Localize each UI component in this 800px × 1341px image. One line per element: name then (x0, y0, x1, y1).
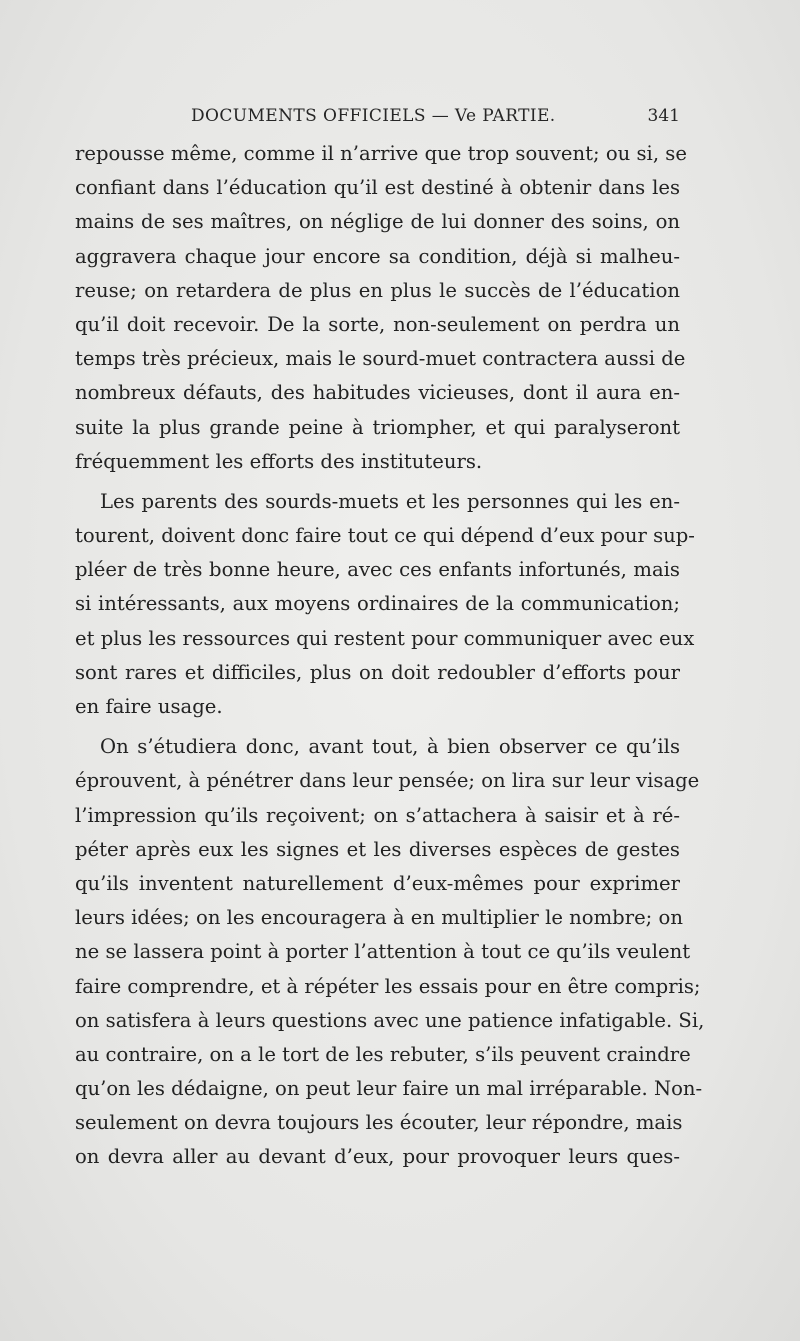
text-line: reuse; on retardera de plus en plus le succès de l’éducation (75, 278, 680, 302)
body-text (75, 137, 705, 1175)
running-head-title: DOCUMENTS OFFICIELS — Ve PARTIE. (191, 106, 556, 126)
text-line: suite la plus grande peine à triompher, et qui paralyseront (75, 415, 680, 439)
text-line: qu’ils inventent naturellement d’eux-mêmes pour exprimer (75, 871, 680, 895)
text-line: confiant dans l’éducation qu’il est destiné à obtenir dans les (75, 176, 680, 200)
running-head (75, 102, 680, 132)
text-line: mains de ses maîtres, on néglige de lui donner des soins, on (75, 210, 680, 234)
text-line: tourent, doivent donc faire tout ce qui dépend d’eux pour sup- (75, 524, 695, 548)
text-line: aggravera chaque jour encore sa condition, déjà si malheu- (75, 244, 680, 268)
text-line: fréquemment les efforts des instituteurs. (75, 449, 483, 473)
text-line: on satisfera à leurs questions avec une patience infatigable. Si, (75, 1008, 705, 1032)
text-line: On s’étudiera donc, avant tout, à bien observer ce qu’ils (100, 735, 680, 759)
paragraph-1 (75, 137, 687, 479)
text-line: qu’il doit recevoir. De la sorte, non-seulement on perdra un (75, 312, 680, 336)
text-line: on devra aller au devant d’eux, pour provoquer leurs ques- (75, 1145, 680, 1169)
text-line: Les parents des sourds-muets et les personnes qui les en- (100, 489, 680, 513)
text-line: et plus les ressources qui restent pour communiquer avec eux (75, 626, 695, 650)
text-line: seulement on devra toujours les écouter, leur répondre, mais (75, 1111, 683, 1135)
text-line: ne se lassera point à porter l’attention à tout ce qu’ils veulent (75, 940, 691, 964)
text-line: faire comprendre, et à répéter les essais pour en être compris; (75, 974, 701, 998)
text-line: pléer de très bonne heure, avec ces enfants infortunés, mais (75, 558, 680, 582)
text-line: temps très précieux, mais le sourd-muet contractera aussi de (75, 347, 686, 371)
text-line: au contraire, on a le tort de les rebuter, s’ils peuvent craindre (75, 1042, 691, 1066)
text-line: l’impression qu’ils reçoivent; on s’attachera à saisir et à ré- (75, 803, 680, 827)
text-line: nombreux défauts, des habitudes vicieuses, dont il aura en- (75, 381, 680, 405)
text-line: repousse même, comme il n’arrive que trop souvent; ou si, se (75, 142, 687, 165)
text-line: si intéressants, aux moyens ordinaires de la communication; (75, 592, 680, 616)
paragraph-3 (75, 730, 705, 1174)
text-line: leurs idées; on les encouragera à en multiplier le nombre; on (75, 906, 683, 930)
text-line: éprouvent, à pénétrer dans leur pensée; on lira sur leur visage (75, 769, 700, 793)
text-line: qu’on les dédaigne, on peut leur faire un mal irréparable. Non- (75, 1077, 703, 1101)
text-line: sont rares et difficiles, plus on doit redoubler d’efforts pour (75, 660, 680, 684)
text-line: péter après eux les signes et les diverses espèces de gestes (75, 837, 680, 861)
paragraph-2 (75, 485, 695, 724)
text-line: en faire usage. (75, 695, 223, 718)
page-number: 341 (647, 106, 680, 126)
